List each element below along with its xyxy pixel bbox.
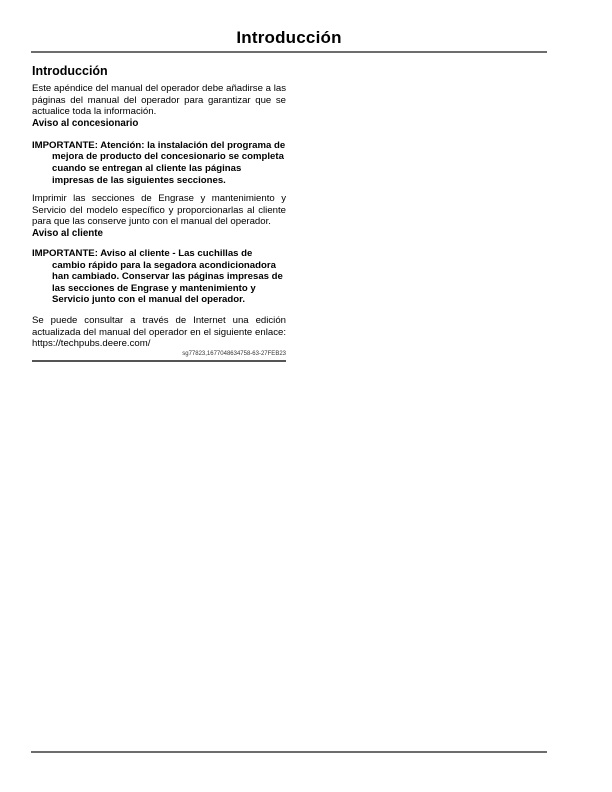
section-title: Introducción [32, 64, 108, 78]
dealer-important-note: IMPORTANTE: Atención: la instalación del programa de mejora de producto del concesionario se completa cuando se entregan al cliente las páginas impresas de las siguientes secciones. [32, 139, 286, 186]
footer-divider [31, 751, 547, 753]
customer-notice-heading: Aviso al cliente [32, 227, 103, 239]
page-header-title: Introducción [236, 28, 342, 47]
intro-paragraph: Este apéndice del manual del operador debe añadirse a las páginas del manual del operador para garantizar que se actualice toda la información. [32, 83, 286, 118]
section-divider [32, 360, 286, 362]
text-column [32, 64, 286, 362]
reference-code: sg77823,1677048634758-63-27FEB23 [182, 350, 286, 357]
customer-important-note: IMPORTANTE: Aviso al cliente - Las cuchillas de cambio rápido para la segadora acondicionadora han cambiado. Conservar las páginas impresas de las secciones de Engrase y mantenimiento y Servicio junto con el manual del operador. [32, 247, 283, 306]
dealer-notice-heading: Aviso al concesionario [32, 117, 139, 129]
header-divider [31, 51, 547, 53]
online-edition-paragraph: Se puede consultar a través de Internet una edición actualizada del manual del operador en el siguiente enlace: https://techpubs.deere.com/ [32, 314, 286, 350]
print-instructions-paragraph: Imprimir las secciones de Engrase y mantenimiento y Servicio del modelo específico y proporcionarlas al cliente para que las conserve junto con el manual del operador. [32, 193, 286, 228]
